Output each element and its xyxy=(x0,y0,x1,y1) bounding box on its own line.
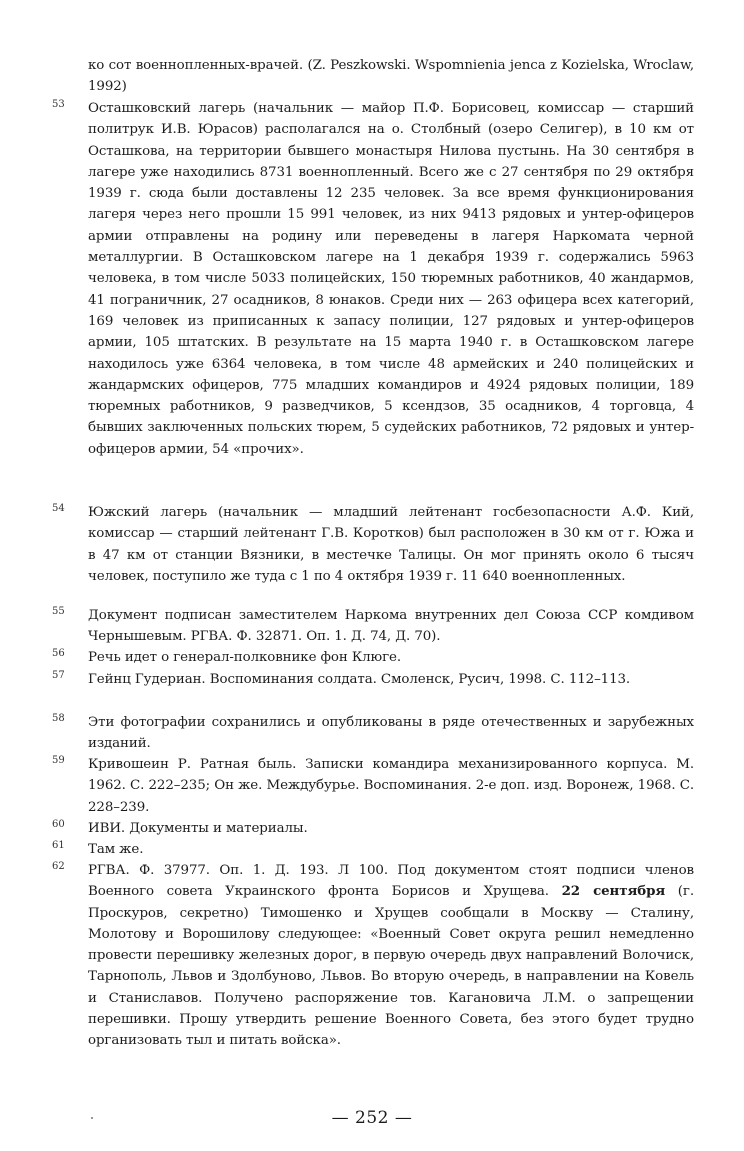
footnote-text: Эти фотографии сохранились и опубликованы в ряде отечественных и зарубежных изданий. xyxy=(88,715,694,752)
footnote-continuation xyxy=(88,55,694,98)
footnote-number: 60 xyxy=(52,819,65,830)
footnote-text: РГВА. Ф. 37977. Оп. 1. Д. 193. Л 100. Под документом стоят подписи членов Военного совета Украинского фронта Борисов и Хрущева. xyxy=(88,863,694,900)
footnote-text: Там же. xyxy=(88,842,144,857)
footnote-number: 54 xyxy=(52,503,65,514)
footnote-text: Осташковский лагерь (начальник — майор П.Ф. Борисовец, комиссар — старший политрук И.В. Юрасов) располагался на о. Столбный (озеро Селигер), в 10 км от Осташкова, на территории бывшего монастыря Нилова пустынь. На 30 сентября в лагере уже находились 8731 военнопленный. Всего же с 27 сентября по 29 октября 1939 г. сюда были доставлены 12 235 человек. За все время функционирования лагеря через него прошли 15 991 человек, из них 9413 рядовых и унтер-офицеров армии отправлены на родину или переведены в лагеря Наркомата черной металлургии. В Осташковском лагере на 1 декабря 1939 г. содержались 5963 человека, в том числе 5033 полицейских, 150 тюремных работников, 40 жандармов, 41 пограничник, 27 осадников, 8 юнаков. Среди них — 263 офицера всех категорий, 169 человек из приписанных к запасу полиции, 127 рядовых и унтер-офицеров армии, 105 штатских. В результате на 15 марта 1940 г. в Осташковском лагере находилось уже 6364 человека, в том числе 48 армейских и 240 полицейских и жандармских офицеров, 775 младших командиров и 4924 рядовых полиции, 189 тюремных работников, 9 разведчиков, 5 ксендзов, 35 осадников, 4 торговца, 4 бывших заключенных польских тюрем, 5 судейских работников, 72 рядовых и унтер-офицеров армии, 54 «прочих». xyxy=(88,101,694,457)
footnote-54 xyxy=(88,502,694,587)
footnote-number: 58 xyxy=(52,713,65,724)
footnote-text: Гейнц Гудериан. Воспоминания солдата. Смоленск, Русич, 1998. С. 112–113. xyxy=(88,672,631,687)
footnote-58 xyxy=(88,712,694,755)
page-number: — 252 — xyxy=(331,1108,413,1128)
footnote-61 xyxy=(88,839,694,860)
footnote-number: 61 xyxy=(52,840,65,851)
footnote-number: 57 xyxy=(52,670,65,681)
footnote-60 xyxy=(88,818,694,839)
footnote-text: Документ подписан заместителем Наркома внутренних дел Союза ССР комдивом Чернышевым. РГВА. Ф. 32871. Оп. 1. Д. 74, Д. 70). xyxy=(88,608,694,645)
footnote-number: 62 xyxy=(52,861,65,872)
footnote-bold-date: 22 сентября xyxy=(561,883,666,900)
footnote-text: (г. Проскуров, секретно) Тимошенко и Хрущев сообщали в Москву — Сталину, Молотову и Ворошилову следующее: «Военный Совет округа решил немедленно провести перешивку железных дорог, в первую очередь двух направлений Волочиск, Тарнополь, Львов и Здолбуново, Львов. Во вторую очередь, в направлении на Ковель и Станиславов. Получено распоряжение тов. Кагановича Л.М. о запрещении перешивки. Прошу утвердить решение Военного Совета, без этого будет трудно организовать тыл и питать войска». xyxy=(88,884,694,1049)
footnote-text: Южский лагерь (начальник — младший лейтенант госбезопасности А.Ф. Кий, комиссар — старший лейтенант Г.В. Коротков) был расположен в 30 км от г. Южа и в 47 км от станции Вязники, в местечке Талицы. Он мог принять около 6 тысяч человек, поступило же туда с 1 по 4 октября 1939 г. 11 640 военнопленных. xyxy=(88,505,694,584)
footnote-number: 53 xyxy=(52,99,65,110)
footnote-number: 55 xyxy=(52,606,65,617)
footnote-text: Кривошеин Р. Ратная быль. Записки командира механизированного корпуса. М. 1962. С. 222–235; Он же. Междубурье. Воспоминания. 2-е доп. изд. Воронеж, 1968. С. 228–239. xyxy=(88,757,694,815)
footnote-text: ко сот военнопленных-врачей. (Z. Peszkowski. Wspomnienia jenca z Kozielska, Wroclaw, 1992) xyxy=(88,58,694,95)
footnote-62 xyxy=(88,860,694,1052)
footnote-56 xyxy=(88,647,694,668)
footnote-55 xyxy=(88,605,694,648)
footnote-text: Речь идет о генерал-полковнике фон Клюге. xyxy=(88,650,401,665)
footnote-text: ИВИ. Документы и материалы. xyxy=(88,821,308,836)
footnote-number: 56 xyxy=(52,648,65,659)
footnote-number: 59 xyxy=(52,755,65,766)
footnote-59 xyxy=(88,754,694,818)
footnote-53 xyxy=(88,98,694,460)
footnote-57 xyxy=(88,669,694,690)
